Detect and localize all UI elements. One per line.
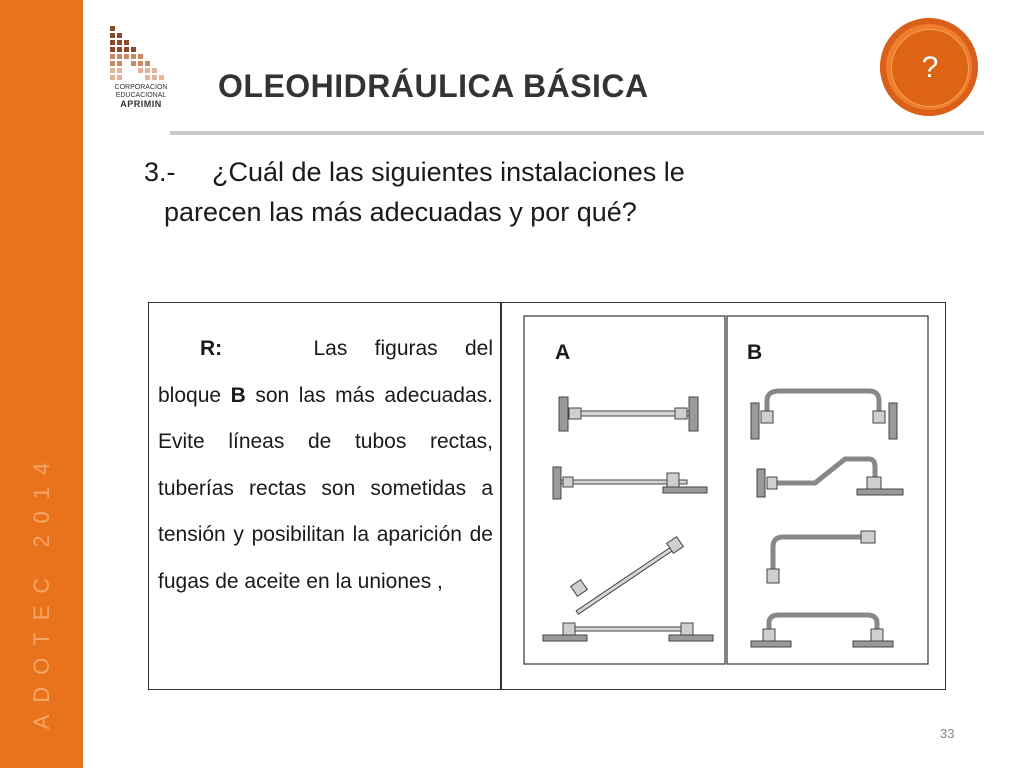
help-button[interactable] (880, 18, 978, 116)
page-number: 33 (940, 726, 955, 741)
answer-prefix: R: (200, 337, 223, 360)
question-line-1: ¿Cuál de las siguientes instalaciones le (212, 157, 685, 187)
page-title: OLEOHIDRÁULICA BÁSICA (218, 68, 649, 104)
logo-line-3: APRIMIN (120, 99, 162, 109)
side-bar (0, 0, 83, 768)
block-a-pipes (543, 397, 713, 641)
answer-part-1: Las figuras del bloque (158, 337, 493, 407)
table-divider (500, 303, 502, 689)
question-mark-icon: ? (891, 29, 969, 107)
question-line-2: parecen las más adecuadas y por qué? (164, 197, 637, 227)
title-divider (170, 131, 984, 135)
block-a-label: A (555, 341, 571, 364)
question-text (144, 152, 944, 232)
answer-bold: B (230, 383, 246, 407)
block-b-label: B (747, 341, 763, 364)
answer-table (148, 302, 946, 690)
question-number: 3.- (144, 157, 176, 187)
pipe-installation-figure (523, 315, 929, 665)
logo-line-2: EDUCACIONAL (115, 92, 167, 99)
side-watermark: ADOTEC 2014 (29, 450, 54, 730)
block-b-pipes (751, 391, 903, 647)
answer-text (158, 326, 493, 605)
answer-part-2: son las más adecuadas. Evite líneas de tubos rectas, tuberías rectas son sometidas a tensión y posibilitan la aparición de fugas de aceite en la uniones , (158, 383, 493, 593)
logo-text (104, 84, 178, 108)
logo-line-1: CORPORACION (114, 84, 168, 91)
